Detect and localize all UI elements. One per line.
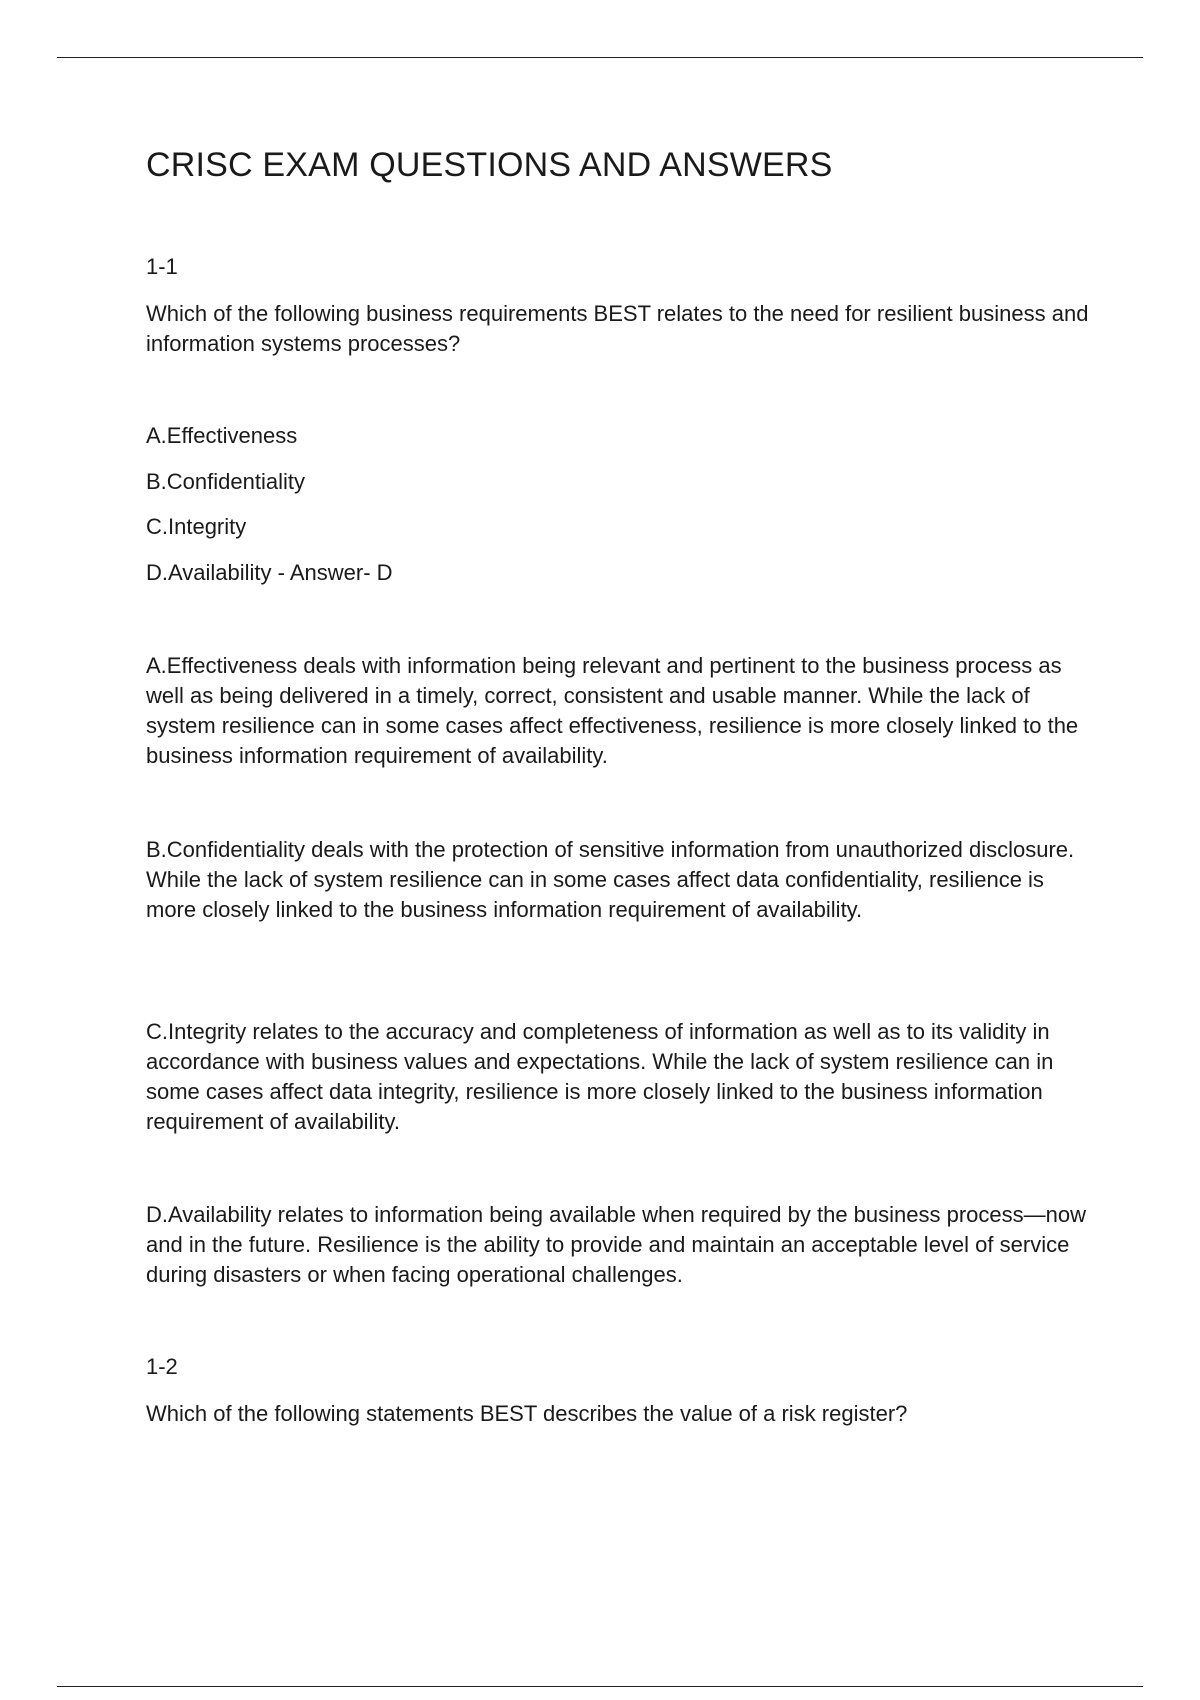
explanation-a: A.Effectiveness deals with information being relevant and pertinent to the business process as well as being delivered in a timely, correct, consistent and usable manner. While the lack of system resilience can in some cases affect effectiveness, resilience is more closely linked to the business information requirement of availability.	[146, 653, 1079, 768]
question-text: Which of the following statements BEST describes the value of a risk register?	[146, 1401, 908, 1426]
answer-option-d: D.Availability - Answer- D	[146, 560, 393, 585]
page-title: CRISC EXAM QUESTIONS AND ANSWERS	[146, 146, 833, 184]
question-text: Which of the following business requirements BEST relates to the need for resilient business and information systems processes?	[146, 301, 1089, 356]
answer-option-c: C.Integrity	[146, 514, 247, 539]
answer-option-b: B.Confidentiality	[146, 469, 305, 494]
answer-option-a: A.Effectiveness	[146, 423, 298, 448]
explanation-c: C.Integrity relates to the accuracy and completeness of information as well as to its validity in accordance with business values and expectations. While the lack of system resilience can in some cases affect data integrity, resilience is more closely linked to the business information requirement of availability.	[146, 1019, 1054, 1134]
explanation-d: D.Availability relates to information being available when required by the business process—now and in the future. Resilience is the ability to provide and maintain an acceptable level of service during disasters or when facing operational challenges.	[146, 1202, 1086, 1287]
top-rule	[57, 57, 1143, 58]
question-number: 1-2	[146, 1354, 178, 1379]
question-number: 1-1	[146, 254, 178, 279]
bottom-rule	[57, 1686, 1143, 1687]
explanation-b: B.Confidentiality deals with the protection of sensitive information from unauthorized disclosure. While the lack of system resilience can in some cases affect data confidentiality, resilience is more closely linked to the business information requirement of availability.	[146, 837, 1075, 922]
